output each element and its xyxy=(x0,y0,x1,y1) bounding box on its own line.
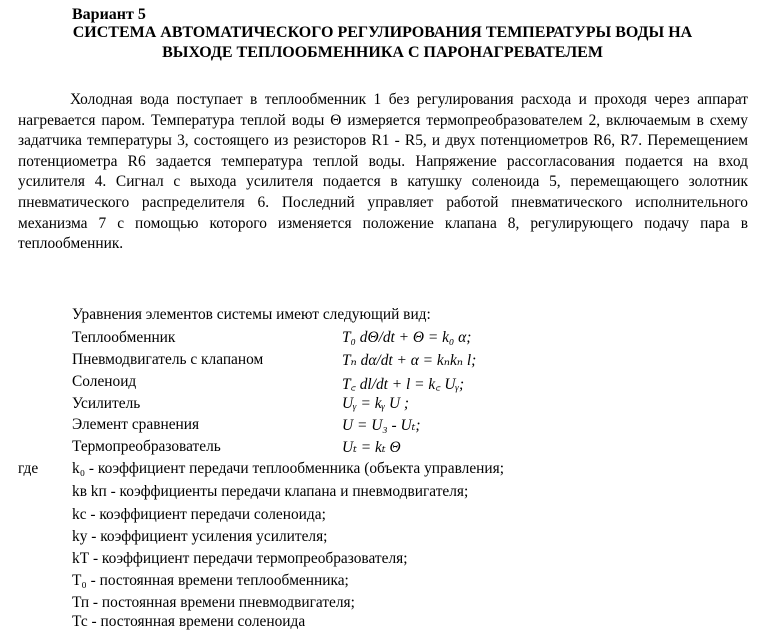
equation-name: Термопреобразователь xyxy=(72,438,221,455)
where-label: где xyxy=(18,460,39,477)
equation-formula: Tₙ dα/dt + α = kₙkₙ l; xyxy=(342,352,477,369)
equation-formula: Uₜ = kₜ Θ xyxy=(342,439,401,456)
equations-intro: Уравнения элементов системы имеют следующий вид: xyxy=(72,306,431,323)
equation-name: Элемент сравнения xyxy=(72,416,200,433)
variant-heading: Вариант 5 xyxy=(72,6,146,23)
equation-name: Соленоид xyxy=(72,373,137,390)
equation-name: Пневмодвигатель с клапаном xyxy=(72,351,264,368)
equation-formula: Uᵧ = kᵧ U ; xyxy=(342,395,410,412)
definition-item: k₀ - коэффициент передачи теплообменника (объекта управления; xyxy=(72,460,504,477)
equation-formula: T₀ dΘ/dt + Θ = k₀ α; xyxy=(342,329,472,346)
definition-item: kу - коэффициент усиления усилителя; xyxy=(72,528,328,545)
equation-formula: T꜀ dl/dt + l = k꜀ Uᵧ; xyxy=(342,376,465,393)
equation-name: Усилитель xyxy=(72,395,141,412)
definition-item: Т₀ - постоянная времени теплообменника; xyxy=(72,572,349,589)
title-line-2: ВЫХОДЕ ТЕПЛООБМЕННИКА С ПАРОНАГРЕВАТЕЛЕМ xyxy=(162,44,603,61)
definition-item: kв kп - коэффициенты передачи клапана и пневмодвигателя; xyxy=(72,483,469,500)
equation-formula: U = U₃ - Uₜ; xyxy=(342,417,421,434)
title-line-1: СИСТЕМА АВТОМАТИЧЕСКОГО РЕГУЛИРОВАНИЯ ТЕМПЕРАТУРЫ ВОДЫ НА xyxy=(72,24,693,41)
equation-name: Теплообменник xyxy=(72,329,176,346)
definition-item: Тп - постоянная времени пневмодвигателя; xyxy=(72,594,355,611)
definition-item: kс - коэффициент передачи соленоида; xyxy=(72,506,326,523)
definition-item: Тс - постоянная времени соленоида xyxy=(72,613,306,630)
definition-item: kТ - коэффициент передачи термопреобразователя; xyxy=(72,550,408,567)
description-paragraph: Холодная вода поступает в теплообменник 1 без регулирования расхода и проходя через аппарат нагревается паром. Температура теплой воды Θ измеряется термопреобразователем 2, включаемым в схему задатчика температуры 3, состоящего из резисторов R1 - R5, и двух потенциометров R6, R7. Перемещением потенциометра R6 задается температура теплой воды. Напряжение рассогласования подается на вход усилителя 4. Сигнал с выхода усилителя подается в катушку соленоида 5, перемещающего золотник пневматического распределителя 6. Последний управляет работой пневматического исполнительного механизма 7 с помощью которого изменяется положение клапана 8, регулирующего подачу пара в теплообменник. xyxy=(18,91,748,253)
